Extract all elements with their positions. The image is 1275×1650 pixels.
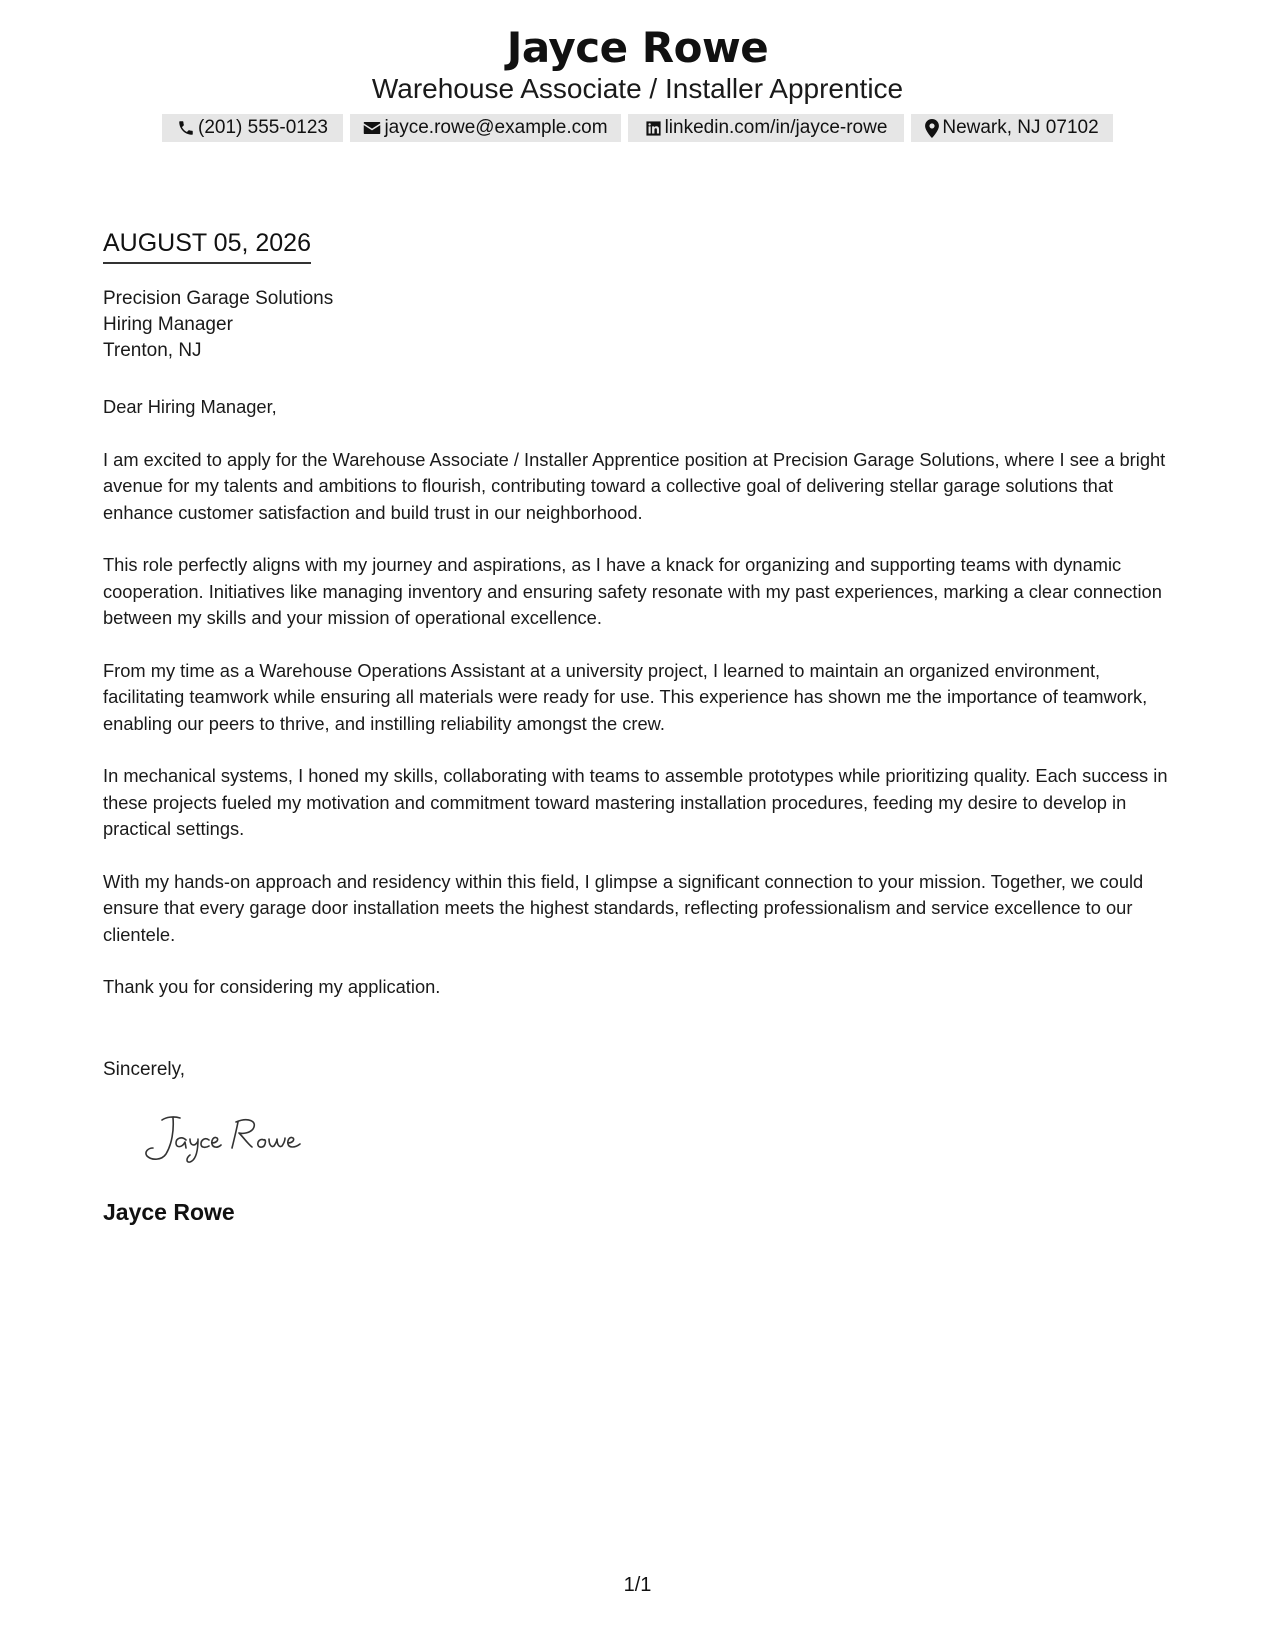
body-paragraph: With my hands-on approach and residency within this field, I glimpse a significant connection to your mission. Together, we could ensure that every garage door installation meets the highest standards, reflecting professionalism and service excellence to our clientele. — [103, 870, 1144, 945]
salutation: Dear Hiring Manager, — [103, 396, 277, 417]
signer-name: Jayce Rowe — [103, 1199, 235, 1225]
contact-email[interactable] — [350, 114, 621, 142]
applicant-title: Warehouse Associate / Installer Apprentice — [371, 73, 904, 104]
linkedin-icon — [645, 120, 662, 137]
letter-date: AUGUST 05, 2026 — [103, 227, 311, 264]
letter-body — [103, 394, 1173, 1027]
body-paragraph: In mechanical systems, I honed my skills, collaborating with teams to assemble prototypes while prioritizing quality. Each success in these projects fueled my motivation and commitment toward mastering installation procedures, feeding my desire to develop in practical settings. — [103, 765, 1168, 839]
applicant-name: Jayce Rowe — [506, 23, 769, 72]
contact-location-text: Newark, NJ 07102 — [942, 117, 1099, 138]
contact-linkedin[interactable] — [628, 114, 904, 142]
phone-icon — [177, 119, 195, 137]
contact-email-text: jayce.rowe@example.com — [384, 117, 608, 138]
closing: Sincerely, — [103, 1059, 186, 1080]
letter-header — [0, 22, 1275, 142]
map-pin-icon — [925, 119, 939, 138]
contact-phone[interactable] — [162, 114, 343, 142]
page-number: 1/1 — [623, 1574, 652, 1596]
recipient-role: Hiring Manager — [103, 314, 233, 335]
body-paragraph: This role perfectly aligns with my journey and aspirations, as I have a knack for organizing and supporting teams with dynamic cooperation. Initiatives like managing inventory and ensuring safety resonate with my past experiences, marking a clear connection between my skills and your mission of operational excellence. — [103, 554, 1162, 628]
contact-phone-text: (201) 555-0123 — [198, 117, 328, 138]
recipient-location: Trenton, NJ — [103, 340, 202, 361]
recipient-block — [103, 286, 333, 364]
contact-linkedin-text: linkedin.com/in/jayce-rowe — [664, 117, 888, 138]
body-paragraph: I am excited to apply for the Warehouse Associate / Installer Apprentice position at Precision Garage Solutions, where I see a bright avenue for my talents and ambitions to flourish, contributing toward a collective goal of delivering stellar garage solutions that enhance customer satisfaction and build trust in our neighborhood. — [103, 448, 1166, 523]
contact-bar — [0, 114, 1275, 142]
handwritten-signature — [140, 1110, 330, 1164]
envelope-icon — [363, 120, 381, 136]
recipient-company: Precision Garage Solutions — [103, 288, 334, 309]
body-paragraph: From my time as a Warehouse Operations Assistant at a university project, I learned to maintain an organized environment, facilitating teamwork while ensuring all materials were ready for use. This experience has shown me the importance of teamwork, enabling our peers to thrive, and instilling reliability amongst the crew. — [103, 659, 1148, 734]
thank-you-line: Thank you for considering my application. — [103, 976, 441, 997]
contact-location — [911, 114, 1113, 142]
